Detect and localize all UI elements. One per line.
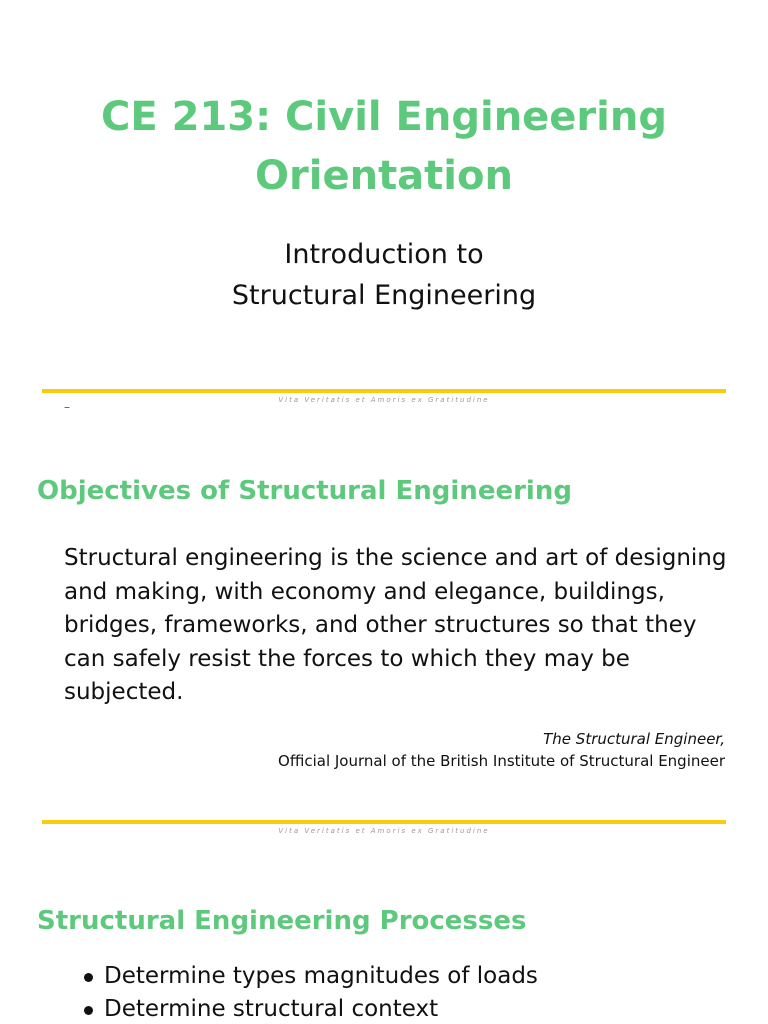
subtitle [0,234,768,316]
citation [278,728,725,772]
subtitle-line-1: Introduction to [284,239,484,270]
list-item: Determine types magnitudes of loads [80,960,538,993]
citation-description: Official Journal of the British Institute of Structural Engineer [278,752,725,770]
divider-motto-bottom: Vita Veritatis et Amoris ex Gratitudine [278,827,490,835]
list-item: Determine structural context [80,993,538,1024]
title-line-2: Orientation [255,153,513,199]
page-title [0,88,768,206]
divider-rule-bottom [42,820,726,824]
divider-dash: – [64,400,70,414]
subtitle-line-2: Structural Engineering [231,280,537,311]
objectives-heading: Objectives of Structural Engineering [37,476,572,506]
divider-rule-top [42,389,726,393]
processes-heading: Structural Engineering Processes [37,906,527,936]
processes-list [80,960,538,1024]
objectives-definition: Structural engineering is the science and art of designing and making, with economy and elegance, buildings, bridges, frameworks, and other structures so that they can safely resist the forces to which they may be subjected. [64,545,727,705]
divider-motto-top: Vita Veritatis et Amoris ex Gratitudine [278,396,490,404]
citation-journal: The Structural Engineer, [543,730,725,748]
title-line-1: CE 213: Civil Engineering [101,94,667,140]
